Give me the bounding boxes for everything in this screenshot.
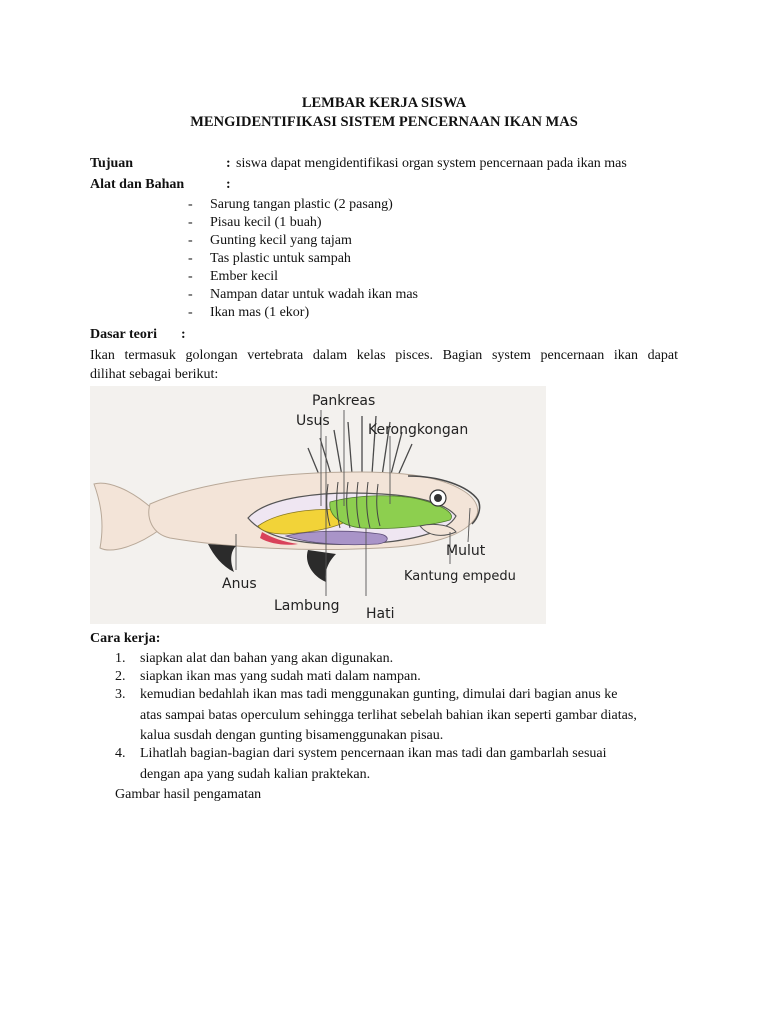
list-item: Pisau kecil (1 buah) xyxy=(210,215,322,230)
list-bullet: - xyxy=(188,233,193,248)
list-item: Gunting kecil yang tajam xyxy=(210,233,352,248)
list-bullet: - xyxy=(188,305,193,320)
step-number: 4. xyxy=(115,746,126,761)
step-number: 2. xyxy=(115,669,126,684)
eye-pupil xyxy=(434,494,442,502)
list-item: Sarung tangan plastic (2 pasang) xyxy=(210,197,393,212)
step-text: siapkan ikan mas yang sudah mati dalam nampan. xyxy=(140,669,421,684)
step-text: kalua susdah dengan gunting bisamenggunakan pisau. xyxy=(140,728,444,743)
step-text: atas sampai batas operculum sehingga terlihat sebelah bahian ikan seperti gambar diatas, xyxy=(140,708,637,723)
list-item: Tas plastic untuk sampah xyxy=(210,251,351,266)
list-bullet: - xyxy=(188,269,193,284)
list-bullet: - xyxy=(188,197,193,212)
step-text: Lihatlah bagian-bagian dari system pencernaan ikan mas tadi dan gambarlah sesuai xyxy=(140,746,607,761)
tujuan-text: siswa dapat mengidentifikasi organ system pencernaan pada ikan mas xyxy=(236,156,627,171)
dasar-colon: : xyxy=(181,327,186,342)
tujuan-label: Tujuan xyxy=(90,156,134,171)
cara-label: Cara kerja: xyxy=(90,631,161,646)
step-text: kemudian bedahlah ikan mas tadi menggunakan gunting, dimulai dari bagian anus ke xyxy=(140,687,618,702)
dasar-label: Dasar teori xyxy=(90,327,157,342)
list-bullet: - xyxy=(188,287,193,302)
label-anus: Anus xyxy=(222,576,257,592)
label-kantung-empedu: Kantung empedu xyxy=(404,569,516,584)
label-hati: Hati xyxy=(366,606,395,622)
step-number: 1. xyxy=(115,651,126,666)
step-text: siapkan alat dan bahan yang akan digunakan. xyxy=(140,651,394,666)
list-bullet: - xyxy=(188,251,193,266)
label-mulut: Mulut xyxy=(446,543,486,559)
tujuan-colon: : xyxy=(226,156,231,171)
label-kerongkongan: Kerongkongan xyxy=(368,422,469,438)
alat-colon: : xyxy=(226,177,231,192)
observation-heading: Gambar hasil pengamatan xyxy=(115,787,262,802)
fish-anatomy-figure xyxy=(90,386,546,624)
label-usus: Usus xyxy=(296,413,330,429)
worksheet-title: LEMBAR KERJA SISWA xyxy=(301,95,467,111)
list-bullet: - xyxy=(188,215,193,230)
dasar-paragraph-line1: Ikan termasuk golongan vertebrata dalam kelas pisces. Bagian system pencernaan ikan dapat xyxy=(90,348,678,363)
step-number: 3. xyxy=(115,687,126,702)
dasar-paragraph-line2: dilihat sebagai berikut: xyxy=(90,367,219,382)
label-lambung: Lambung xyxy=(274,598,340,614)
list-item: Nampan datar untuk wadah ikan mas xyxy=(210,287,418,302)
worksheet-subtitle: MENGIDENTIFIKASI SISTEM PENCERNAAN IKAN MAS xyxy=(190,114,578,130)
list-item: Ember kecil xyxy=(210,269,279,284)
list-item: Ikan mas (1 ekor) xyxy=(210,305,310,320)
alat-label: Alat dan Bahan xyxy=(90,177,185,192)
step-text: dengan apa yang sudah kalian praktekan. xyxy=(140,767,371,782)
label-pankreas: Pankreas xyxy=(312,393,376,409)
